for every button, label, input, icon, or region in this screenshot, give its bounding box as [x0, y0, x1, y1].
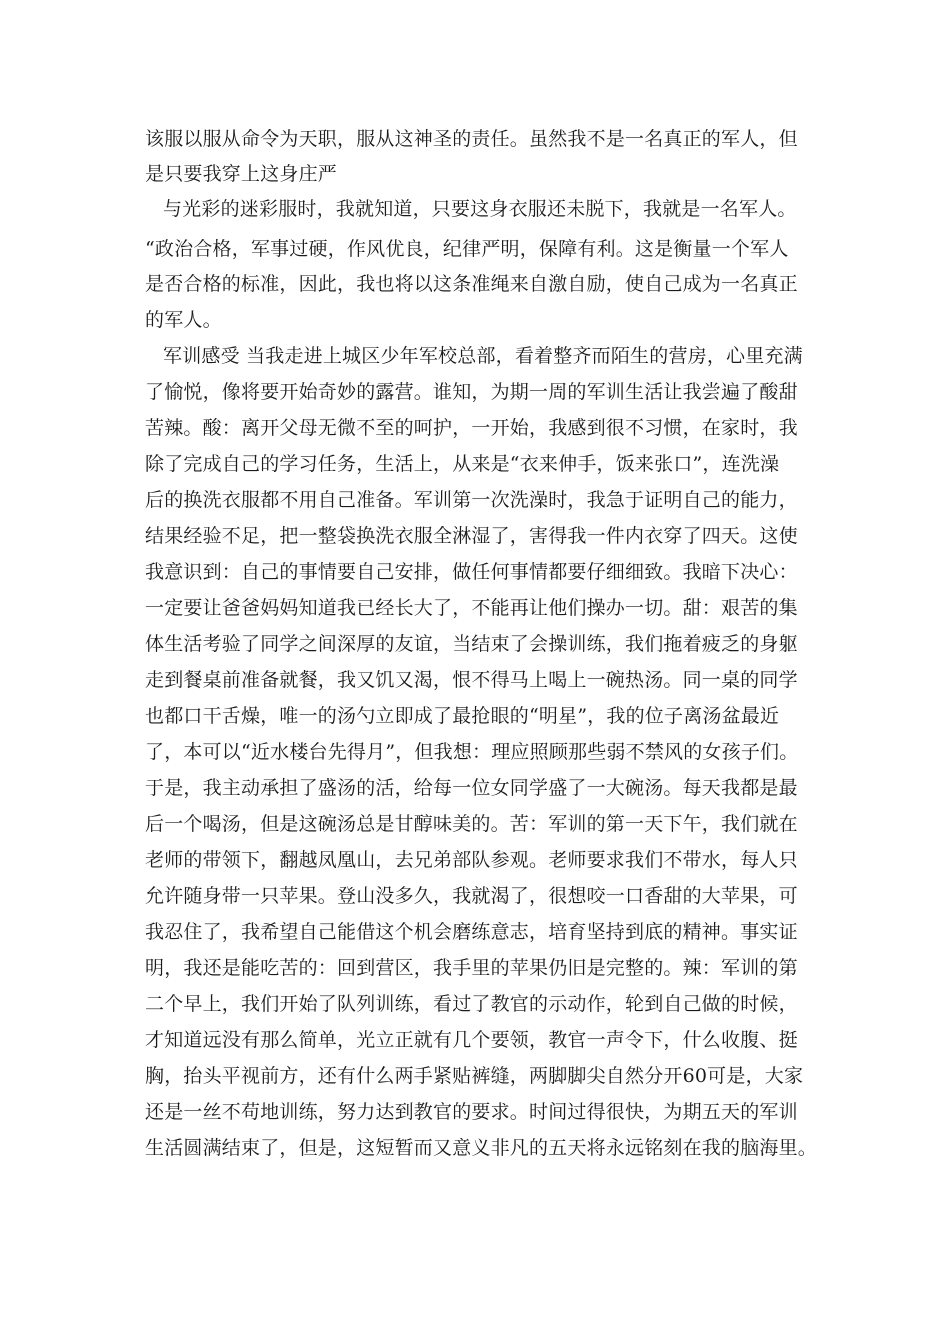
text-line: 后一个喝汤，但是这碗汤总是甘醇味美的。苦：军训的第一天下午，我们就在 [145, 813, 798, 835]
text-line: 除了完成自己的学习任务，生活上，从来是“衣来伸手，饭来张口”，连洗澡 [145, 453, 780, 475]
text-line: 才知道远没有那么简单，光立正就有几个要领，教官一声令下，什么收腹、挺 [145, 1029, 798, 1051]
text-line: 了，本可以“近水楼台先得月”，但我想：理应照顾那些弱不禁风的女孩子们。 [145, 741, 799, 763]
text-line: 了愉悦，像将要开始奇妙的露营。谁知，为期一周的军训生活让我尝遍了酸甜 [145, 381, 798, 403]
text-line: 苦辣。酸：离开父母无微不至的呵护，一开始，我感到很不习惯，在家时，我 [145, 417, 798, 439]
text-line: 明，我还是能吃苦的：回到营区，我手里的苹果仍旧是完整的。辣：军训的第 [145, 957, 798, 979]
text-line: 走到餐桌前准备就餐，我又饥又渴，恨不得马上喝上一碗热汤。同一桌的同学 [145, 669, 798, 691]
text-line: 生活圆满结束了，但是，这短暂而又意义非凡的五天将永远铭刻在我的脑海里。 [145, 1137, 818, 1159]
text-line: 还是一丝不苟地训练，努力达到教官的要求。时间过得很快，为期五天的军训 [145, 1101, 798, 1123]
text-line: 允许随身带一只苹果。登山没多久，我就渴了，很想咬一口香甜的大苹果，可 [145, 885, 798, 907]
text-line: 二个早上，我们开始了队列训练，看过了教官的示动作，轮到自己做的时候， [145, 993, 798, 1015]
text-line: 我意识到：自己的事情要自己安排，做任何事情都要仔细细致。我暗下决心： [145, 561, 798, 583]
text-line: 的军人。 [145, 309, 222, 331]
text-line: 是只要我穿上这身庄严 [145, 163, 338, 185]
text-line: 胸，抬头平视前方，还有什么两手紧贴裤缝，两脚脚尖自然分开60可是，大家 [145, 1065, 804, 1087]
text-line: 结果经验不足，把一整袋换洗衣服全淋湿了，害得我一件内衣穿了四天。这使 [145, 525, 798, 547]
text-line: 军训感受 当我走进上城区少年军校总部，看着整齐而陌生的营房，心里充满 [163, 345, 803, 367]
text-line: “政治合格，军事过硬，作风优良，纪律严明，保障有利。这是衡量一个军人 [145, 238, 789, 260]
text-line: 与光彩的迷彩服时，我就知道，只要这身衣服还未脱下，我就是一名军人。 [163, 198, 797, 220]
text-line: 一定要让爸爸妈妈知道我已经长大了，不能再让他们操办一切。甜：艰苦的集 [145, 597, 798, 619]
text-line: 我忍住了，我希望自己能借这个机会磨练意志，培育坚持到底的精神。事实证 [145, 921, 798, 943]
text-line: 也都口干舌燥，唯一的汤勺立即成了最抢眼的“明星”，我的位子离汤盆最近 [145, 705, 780, 727]
text-line: 于是，我主动承担了盛汤的活，给每一位女同学盛了一大碗汤。每天我都是最 [145, 777, 798, 799]
text-line: 后的换洗衣服都不用自己准备。军训第一次洗澡时，我急于证明自己的能力， [145, 489, 798, 511]
text-line: 体生活考验了同学之间深厚的友谊，当结束了会操训练，我们拖着疲乏的身躯 [145, 633, 798, 655]
text-line: 是否合格的标准，因此，我也将以这条准绳来自激自励，使自己成为一名真正 [145, 273, 798, 295]
text-line: 老师的带领下，翻越凤凰山，去兄弟部队参观。老师要求我们不带水，每人只 [145, 849, 798, 871]
text-line: 该服以服从命令为天职，服从这神圣的责任。虽然我不是一名真正的军人，但 [145, 128, 798, 150]
